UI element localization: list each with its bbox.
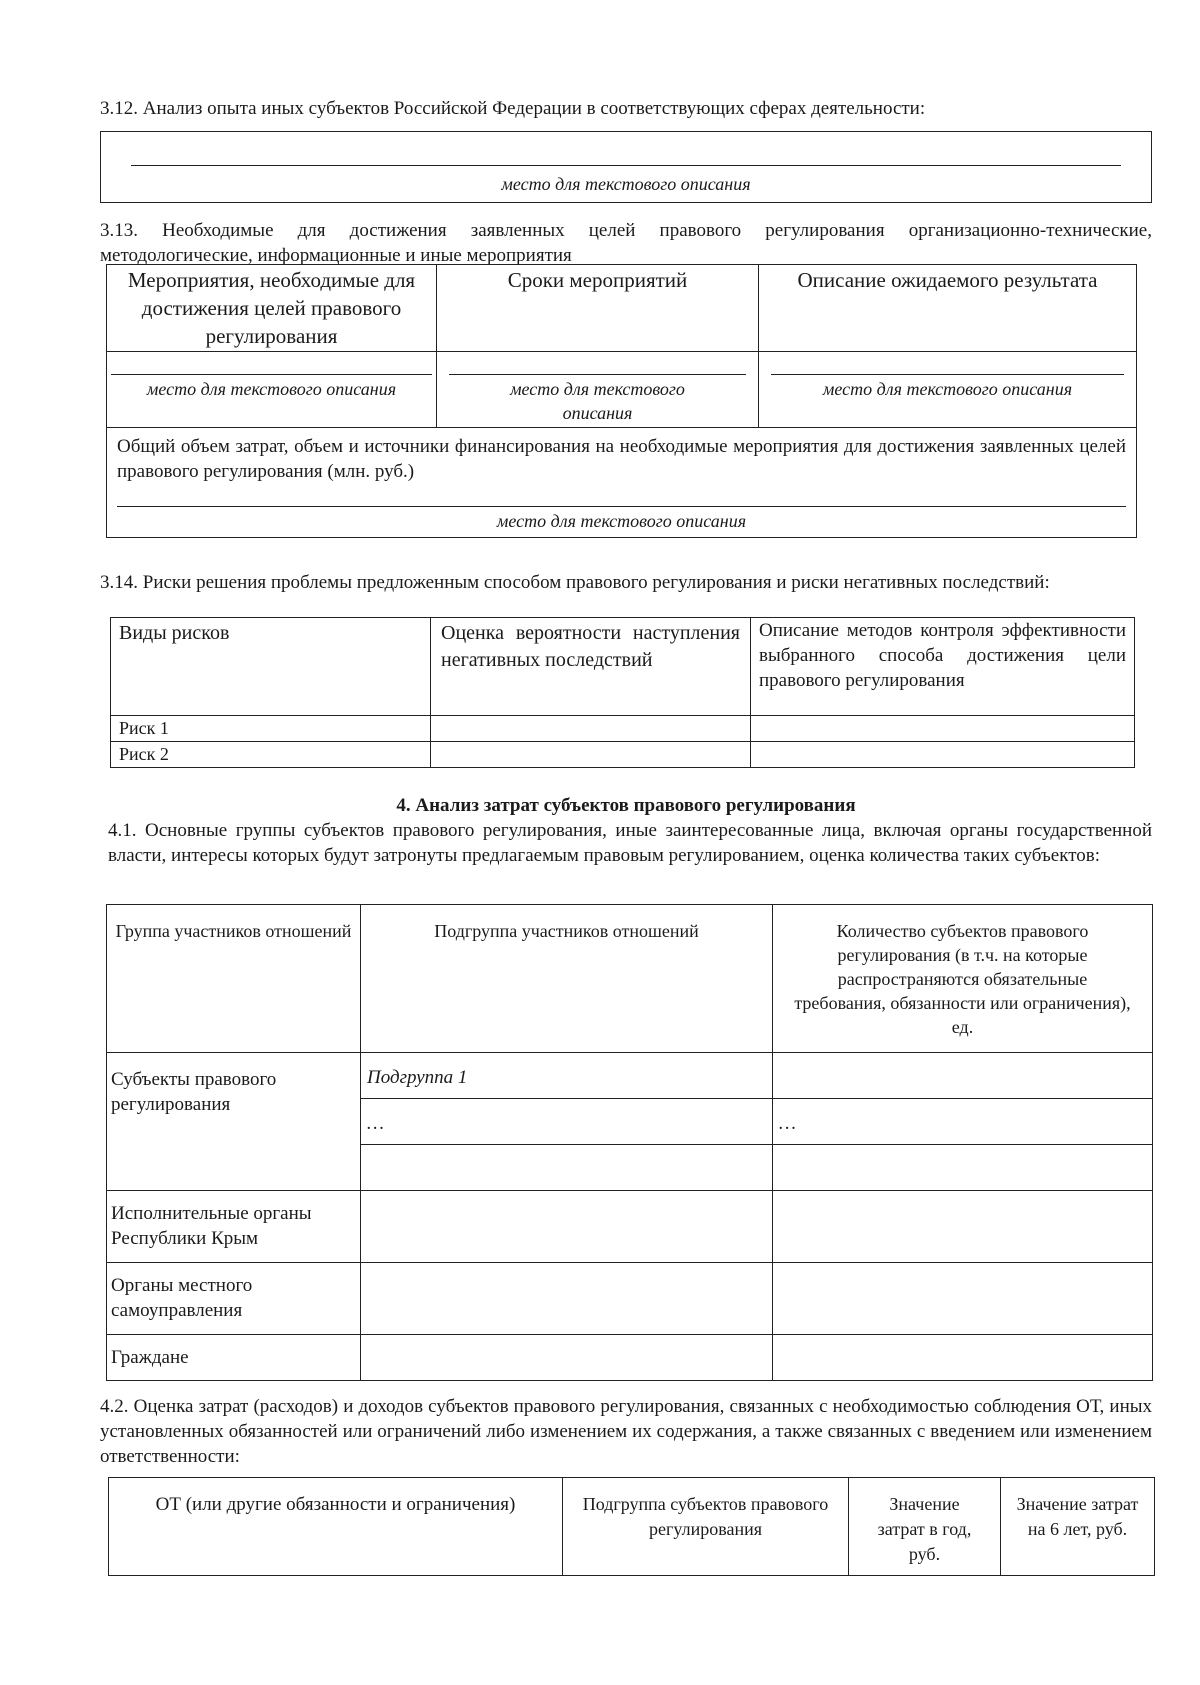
- section-4-2-heading: 4.2. Оценка затрат (расходов) и доходов субъектов правового регулирования, связанных с необходимостью соблюдения ОТ, иных установленных обязанностей или ограничений либо изменением их содержания, а также связанных с введением или изменением ответственности:: [100, 1396, 1152, 1467]
- placeholder-text: место для текстового описания: [146, 379, 397, 399]
- executive-subgroup[interactable]: [361, 1191, 773, 1263]
- risk-row-1-label: Риск 1: [111, 716, 431, 742]
- total-costs-cell[interactable]: [107, 428, 1137, 538]
- header-probability: Оценка вероятности наступления негативных последствий: [431, 618, 751, 716]
- risk-row-2-probability[interactable]: [431, 742, 751, 768]
- executive-count[interactable]: [773, 1191, 1153, 1263]
- section-3-12-heading: 3.12. Анализ опыта иных субъектов Российской Федерации в соответствующих сферах деятельности:: [100, 98, 926, 119]
- placeholder-text: место для текстового описания: [510, 379, 685, 423]
- header-subject-subgroup: Подгруппа субъектов правового регулирования: [563, 1478, 849, 1576]
- measures-table: [106, 264, 1137, 538]
- header-control-methods: Описание методов контроля эффективности выбранного способа достижения цели правового регулирования: [751, 618, 1135, 716]
- placeholder-text[interactable]: место для текстового описания: [501, 174, 751, 194]
- local-subgroup[interactable]: [361, 1263, 773, 1335]
- header-obligations: ОТ (или другие обязанности и ограничения): [109, 1478, 563, 1576]
- subgroup-ellipsis-cell[interactable]: …: [361, 1099, 773, 1145]
- subgroup-1-cell[interactable]: Подгруппа 1: [361, 1053, 773, 1099]
- risk-row-2-label: Риск 2: [111, 742, 431, 768]
- costs-table: [108, 1477, 1155, 1576]
- header-six-year-cost: Значение затрат на 6 лет, руб.: [1001, 1478, 1155, 1576]
- subgroup-empty-count[interactable]: [773, 1145, 1153, 1191]
- local-count[interactable]: [773, 1263, 1153, 1335]
- risk-row-1-probability[interactable]: [431, 716, 751, 742]
- header-subgroup: Подгруппа участников отношений: [361, 905, 773, 1053]
- group-subjects: Субъекты правового регулирования: [107, 1053, 361, 1191]
- section-4-title: 4. Анализ затрат субъектов правового регулирования: [396, 795, 856, 816]
- header-annual-cost: Значение затрат в год, руб.: [849, 1478, 1001, 1576]
- section-3-12-box: [100, 131, 1152, 203]
- section-3-14-heading: 3.14. Риски решения проблемы предложенным способом правового регулирования и риски негативных последствий:: [100, 572, 1050, 593]
- terms-cell[interactable]: [437, 352, 759, 428]
- header-expected-result: Описание ожидаемого результата: [759, 265, 1137, 352]
- total-costs-label: Общий объем затрат, объем и источники финансирования на необходимые мероприятия для достижения заявленных целей правового регулирования (млн. руб.): [117, 436, 1126, 482]
- group-citizens: Граждане: [107, 1335, 361, 1381]
- header-risk-types: Виды рисков: [111, 618, 431, 716]
- subgroup-empty-cell[interactable]: [361, 1145, 773, 1191]
- citizens-subgroup[interactable]: [361, 1335, 773, 1381]
- risks-table: [110, 617, 1135, 768]
- header-count: Количество субъектов правового регулирования (в т.ч. на которые распространяются обязательные требования, обязанности или ограничения), ед.: [773, 905, 1153, 1053]
- measures-cell[interactable]: [107, 352, 437, 428]
- section-4-1-heading: 4.1. Основные группы субъектов правового регулирования, иные заинтересованные лица, включая органы государственной власти, интересы которых будут затронуты предлагаемым правовым регулированием, оценка количества таких субъектов:: [108, 820, 1152, 866]
- risk-row-2-methods[interactable]: [751, 742, 1135, 768]
- subgroup-ellipsis-count[interactable]: …: [773, 1099, 1153, 1145]
- placeholder-text: место для текстового описания: [822, 379, 1073, 399]
- subgroup-1-count[interactable]: [773, 1053, 1153, 1099]
- group-executive-bodies: Исполнительные органы Республики Крым: [107, 1191, 361, 1263]
- text-line: [131, 165, 1121, 166]
- participants-table: [106, 904, 1153, 1381]
- header-group: Группа участников отношений: [107, 905, 361, 1053]
- header-terms: Сроки мероприятий: [437, 265, 759, 352]
- group-local-government: Органы местного самоуправления: [107, 1263, 361, 1335]
- placeholder-text: место для текстового описания: [496, 511, 747, 531]
- result-cell[interactable]: [759, 352, 1137, 428]
- section-3-13-heading: 3.13. Необходимые для достижения заявленных целей правового регулирования организационно-технические, методологические, информационные и иные мероприятия: [100, 220, 1152, 266]
- header-measures: Мероприятия, необходимые для достижения целей правового регулирования: [107, 265, 437, 352]
- risk-row-1-methods[interactable]: [751, 716, 1135, 742]
- citizens-count[interactable]: [773, 1335, 1153, 1381]
